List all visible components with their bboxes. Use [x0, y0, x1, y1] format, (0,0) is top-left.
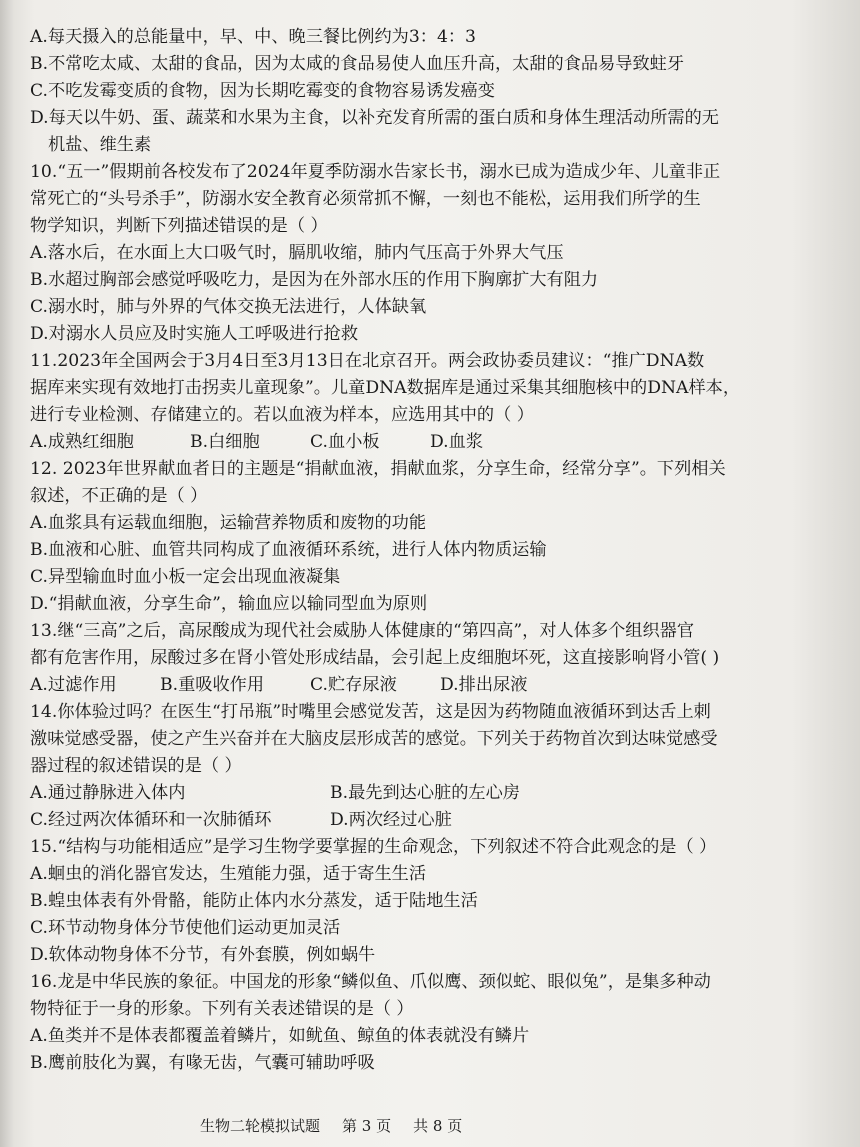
q15-option-b: B.蝗虫体表有外骨骼，能防止体内水分蒸发，适于陆地生活: [30, 891, 478, 911]
page-fold-shadow: [0, 0, 14, 1147]
q12-option-d: D.“捐献血液，分享生命”，输血应以输同型血为原则: [30, 594, 428, 614]
question-10: [30, 159, 830, 348]
q14-option-d: D.两次经过心脏: [330, 810, 452, 830]
q12-stem-2: 叙述，不正确的是（ ）: [30, 486, 208, 506]
question-15: [30, 834, 830, 969]
q15-option-c: C.环节动物身体分节使他们运动更加灵活: [30, 918, 341, 938]
q9-option-c: C.不吃发霉变质的食物，因为长期吃霉变的食物容易诱发癌变: [30, 81, 495, 101]
q14-option-b: B.最先到达心脏的左心房: [330, 783, 520, 803]
q16-stem-2: 物特征于一身的形象。下列有关表述错误的是（ ）: [30, 999, 414, 1019]
q10-option-d: D.对溺水人员应及时实施人工呼吸进行抢救: [30, 324, 359, 344]
q13-option-a: A.过滤作用: [30, 675, 117, 695]
q9-option-b: B.不常吃太咸、太甜的食品，因为太咸的食品易使人血压升高，太甜的食品易导致蛀牙: [30, 54, 685, 74]
q12-option-c: C.异型输血时血小板一定会出现血液凝集: [30, 567, 341, 587]
q13-option-c: C.贮存尿液: [310, 675, 397, 695]
q11-options: [30, 429, 830, 456]
page-footer: [200, 1115, 620, 1136]
q16-stem-1: 16.龙是中华民族的象征。中国龙的形象“鳞似鱼、爪似鹰、颈似蛇、眼似兔”，是集多种动: [30, 972, 711, 992]
q14-stem-1: 14.你体验过吗？在医生“打吊瓶”时嘴里会感觉发苦，这是因为药物随血液循环到达舌上刺: [30, 702, 711, 722]
q11-option-d: D.血浆: [430, 432, 484, 452]
q14-options-row-2: [30, 807, 830, 834]
q11-option-a: A.成熟红细胞: [30, 432, 134, 452]
q14-stem-3: 器过程的叙述错误的是（ ）: [30, 756, 242, 776]
q11-stem-1: 11.2023年全国两会于3月4日至3月13日在北京召开。两会政协委员建议：“推广DNA数: [30, 351, 705, 371]
q13-option-d: D.排出尿液: [440, 675, 528, 695]
q15-stem-1: 15.“结构与功能相适应”是学习生物学要掌握的生命观念，下列叙述不符合此观念的是（ ）: [30, 837, 717, 857]
q13-stem-2: 都有危害作用，尿酸过多在肾小管处形成结晶，会引起上皮细胞坏死，这直接影响肾小管( ): [30, 648, 720, 668]
q11-option-c: C.血小板: [310, 432, 380, 452]
q11-stem-3: 进行专业检测、存储建立的。若以血液为样本，应选用其中的（ ）: [30, 405, 534, 425]
q14-stem-2: 激味觉感受器，使之产生兴奋并在大脑皮层形成苦的感觉。下列关于药物首次到达味觉感受: [30, 729, 718, 749]
q10-stem-2: 常死亡的“头号杀手”，防溺水安全教育必须常抓不懈，一刻也不能松，运用我们所学的生: [30, 189, 701, 209]
question-9-options: [30, 24, 830, 159]
q9-option-a: A.每天摄入的总能量中，早、中、晚三餐比例约为3：4：3: [30, 27, 476, 47]
question-14: [30, 699, 830, 834]
q12-option-b: B.血液和心脏、血管共同构成了血液循环系统，进行人体内物质运输: [30, 540, 547, 560]
q10-option-a: A.落水后，在水面上大口吸气时，膈肌收缩，肺内气压高于外界大气压: [30, 243, 564, 263]
q16-option-a: A.鱼类并不是体表都覆盖着鳞片，如鱿鱼、鲸鱼的体表就没有鳞片: [30, 1026, 530, 1046]
q10-option-c: C.溺水时，肺与外界的气体交换无法进行，人体缺氧: [30, 297, 427, 317]
page-content: [30, 24, 830, 1077]
q14-option-c: C.经过两次体循环和一次肺循环: [30, 810, 272, 830]
q12-option-a: A.血浆具有运载血细胞，运输营养物质和废物的功能: [30, 513, 427, 533]
q10-stem-3: 物学知识，判断下列描述错误的是（ ）: [30, 216, 328, 236]
question-16: [30, 969, 830, 1077]
q10-option-b: B.水超过胸部会感觉呼吸吃力，是因为在外部水压的作用下胸廓扩大有阻力: [30, 270, 599, 290]
q12-stem-1: 12. 2023年世界献血者日的主题是“捐献血液，捐献血浆，分享生命，经常分享”。下列相关: [30, 459, 726, 479]
q16-option-b: B.鹰前肢化为翼，有喙无齿，气囊可辅助呼吸: [30, 1053, 375, 1073]
footer-total-pages: 共 8 页: [413, 1117, 463, 1135]
q9-option-d: D.每天以牛奶、蛋、蔬菜和水果为主食，以补充发育所需的蛋白质和身体生理活动所需的无: [30, 108, 719, 128]
q10-stem-1: 10.“五一”假期前各校发布了2024年夏季防溺水告家长书，溺水已成为造成少年、儿童非正: [30, 162, 721, 182]
q13-option-b: B.重吸收作用: [160, 675, 265, 695]
q9-option-d-cont: 机盐、维生素: [48, 135, 152, 155]
footer-page-number: 第 3 页: [342, 1117, 392, 1135]
q13-stem-1: 13.继“三高”之后，高尿酸成为现代社会威胁人体健康的“第四高”，对人体多个组织器官: [30, 621, 695, 641]
q11-option-b: B.白细胞: [190, 432, 260, 452]
q11-stem-2: 据库来实现有效地打击拐卖儿童现象”。儿童DNA数据库是通过采集其细胞核中的DNA样本，: [30, 378, 741, 398]
question-12: [30, 456, 830, 618]
q14-option-a: A.通过静脉进入体内: [30, 783, 186, 803]
q15-option-a: A.蛔虫的消化器官发达，生殖能力强，适于寄生生活: [30, 864, 427, 884]
footer-title: 生物二轮模拟试题: [200, 1117, 321, 1135]
q15-option-d: D.软体动物身体不分节，有外套膜，例如蜗牛: [30, 945, 376, 965]
question-13: [30, 618, 830, 699]
q14-options-row-1: [30, 780, 830, 807]
q13-options: [30, 672, 830, 699]
question-11: [30, 348, 830, 456]
